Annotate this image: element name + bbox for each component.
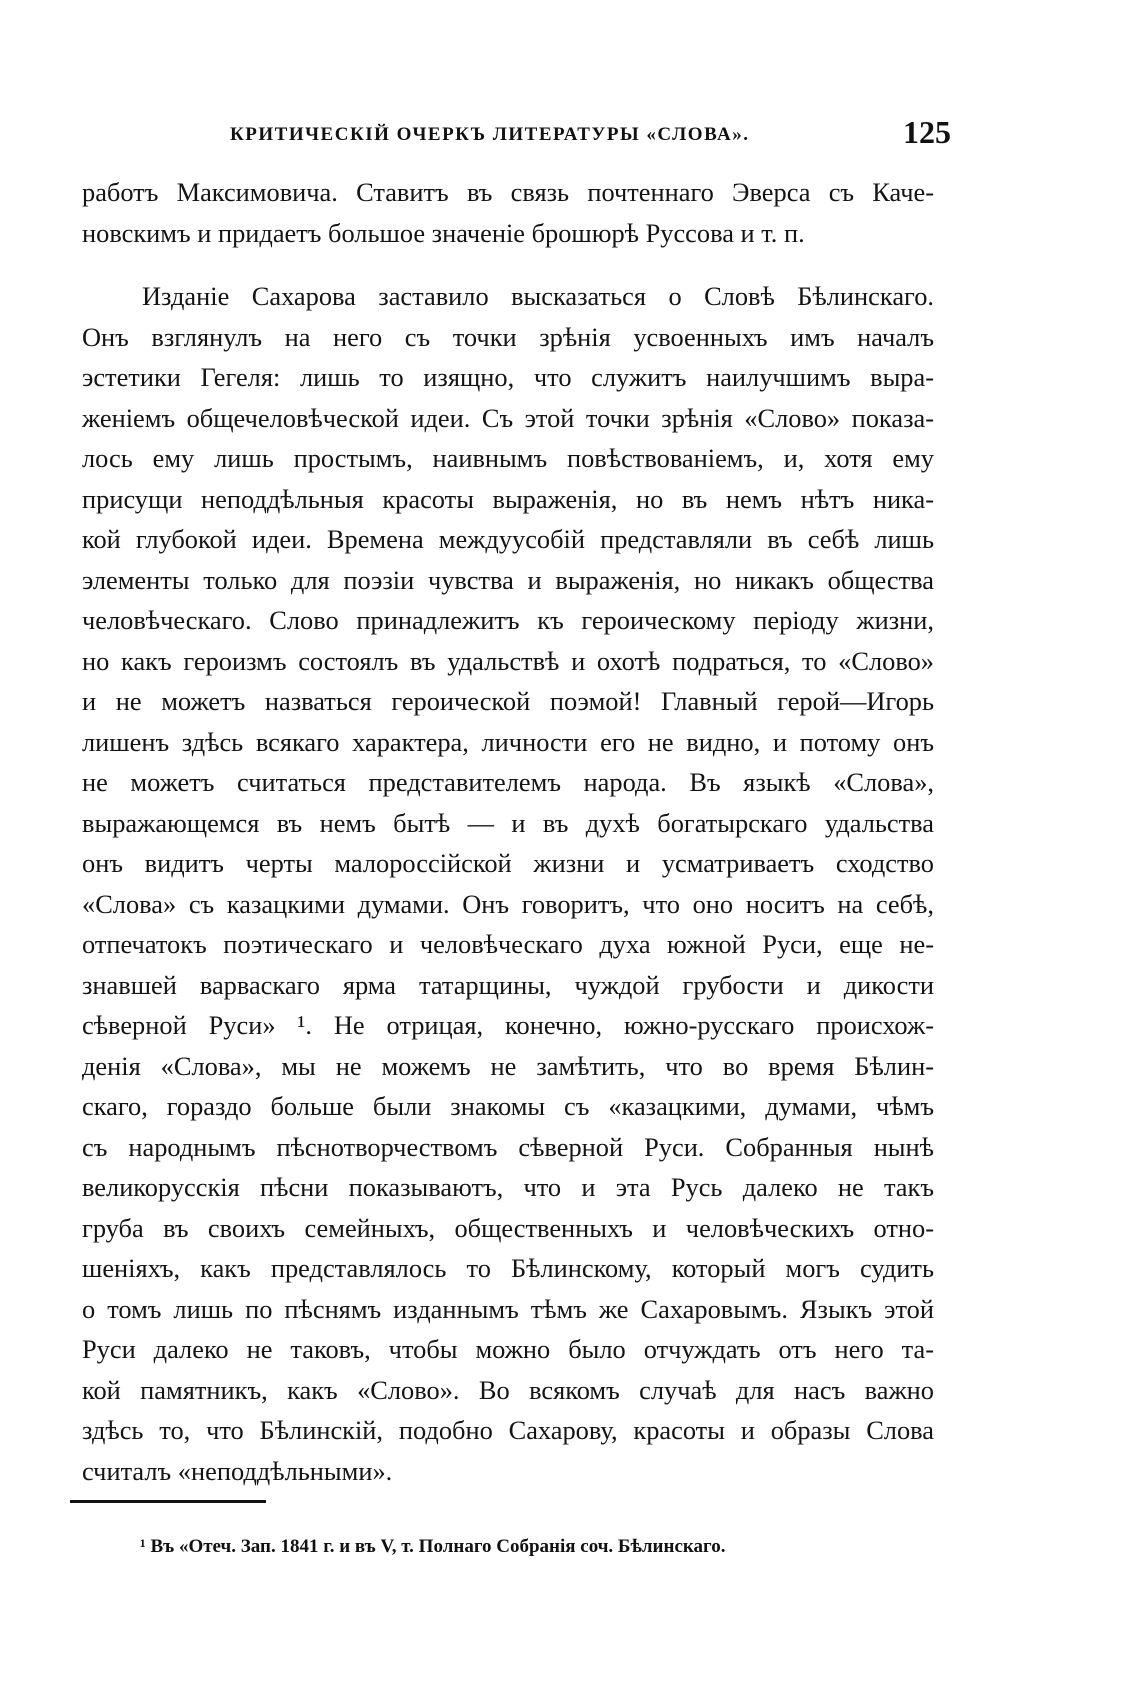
- text-line: съ народнымъ пѣснотворчествомъ сѣверной Руси. Собранныя нынѣ: [82, 1131, 934, 1162]
- text-line: денія «Слова», мы не можемъ не замѣтить, что во время Бѣлин-: [82, 1050, 934, 1081]
- text-line: женіемъ общечеловѣческой идеи. Съ этой точки зрѣнія «Слово» показа-: [82, 402, 934, 433]
- text-line: о томъ лишь по пѣснямъ изданнымъ тѣмъ же Сахаровымъ. Языкъ этой: [82, 1293, 934, 1324]
- text-line: онъ видитъ черты малороссійской жизни и усматриваетъ сходство: [82, 848, 934, 878]
- text-line: работъ Максимовича. Ставитъ въ связь почтеннаго Эверса съ Каче-: [82, 177, 934, 207]
- paragraph-continuation: [82, 172, 934, 253]
- text-line: скаго, гораздо больше были знакомы съ «казацкими, думами, чѣмъ: [82, 1091, 934, 1121]
- text-line: знавшей варваскаго ярма татарщины, чуждой грубости и дикости: [82, 969, 934, 1000]
- page-number: 125: [903, 114, 951, 150]
- text-line: «Слова» съ казацкими думами. Онъ говоритъ, что оно носитъ на себѣ,: [82, 888, 934, 919]
- text-line: выражающемся въ немъ бытѣ — и въ духѣ богатырскаго удальства: [82, 807, 934, 838]
- text-line: не можетъ считаться представителемъ народа. Въ языкѣ «Слова»,: [82, 767, 934, 797]
- text-line: сѣверной Руси» ¹. Не отрицая, конечно, южно-русскаго происхож-: [82, 1010, 934, 1040]
- footnote: ¹ Въ «Отеч. Зап. 1841 г. и въ V, т. Полнаго Собранія соч. Бѣлинскаго.: [140, 1536, 726, 1557]
- text-line: кой глубокой идеи. Времена междуусобій представляли въ себѣ лишь: [82, 524, 934, 554]
- text-line: новскимъ и придаетъ большое значеніе брошюрѣ Руссова и т. п.: [82, 217, 805, 248]
- text-line: но какъ героизмъ состоялъ въ удальствѣ и охотѣ подраться, то «Слово»: [82, 645, 934, 676]
- text-line: здѣсь то, что Бѣлинскій, подобно Сахарову, красоты и образы Слова: [82, 1415, 934, 1445]
- text-line: груба въ своихъ семейныхъ, общественныхъ и человѣческихъ отно-: [82, 1212, 934, 1243]
- text-line: эстетики Гегеля: лишь то изящно, что служитъ наилучшимъ выра-: [82, 362, 934, 392]
- text-line: лось ему лишь простымъ, наивнымъ повѣствованіемъ, и, хотя ему: [82, 443, 934, 473]
- text-line: Руси далеко не таковъ, чтобы можно было отчуждать отъ него та-: [82, 1334, 934, 1364]
- text-line: великорусскія пѣсни показываютъ, что и эта Русь далеко не такъ: [82, 1172, 934, 1202]
- text-line: отпечатокъ поэтическаго и человѣческаго духа южной Руси, еще не-: [82, 929, 934, 959]
- text-line: человѣческаго. Слово принадлежитъ къ героическому періоду жизни,: [82, 605, 934, 635]
- text-line: и не можетъ назваться героической поэмой! Главный герой—Игорь: [82, 686, 934, 716]
- footnote-divider: [70, 1500, 266, 1503]
- text-line: элементы только для поэзіи чувства и выраженія, но никакъ общества: [82, 564, 934, 595]
- text-line: кой памятникъ, какъ «Слово». Во всякомъ случаѣ для насъ важно: [82, 1374, 934, 1405]
- text-line: Изданіе Сахарова заставило высказаться о Словѣ Бѣлинскаго.: [142, 281, 934, 311]
- text-line: присущи неподдѣльныя красоты выраженія, но въ немъ нѣтъ ника-: [82, 483, 934, 514]
- text-line: считалъ «неподдѣльными».: [82, 1455, 393, 1486]
- text-line: шеніяхъ, какъ представлялось то Бѣлинскому, который могъ судить: [82, 1253, 934, 1283]
- paragraph-belinsky: [82, 276, 934, 1491]
- text-line: лишенъ здѣсь всякаго характера, личности его не видно, и потому онъ: [82, 726, 934, 757]
- running-title: КРИТИЧЕСКІЙ ОЧЕРКЪ ЛИТЕРАТУРЫ «СЛОВА».: [230, 124, 750, 145]
- text-line: Онъ взглянулъ на него съ точки зрѣнія усвоенныхъ имъ началъ: [82, 321, 934, 352]
